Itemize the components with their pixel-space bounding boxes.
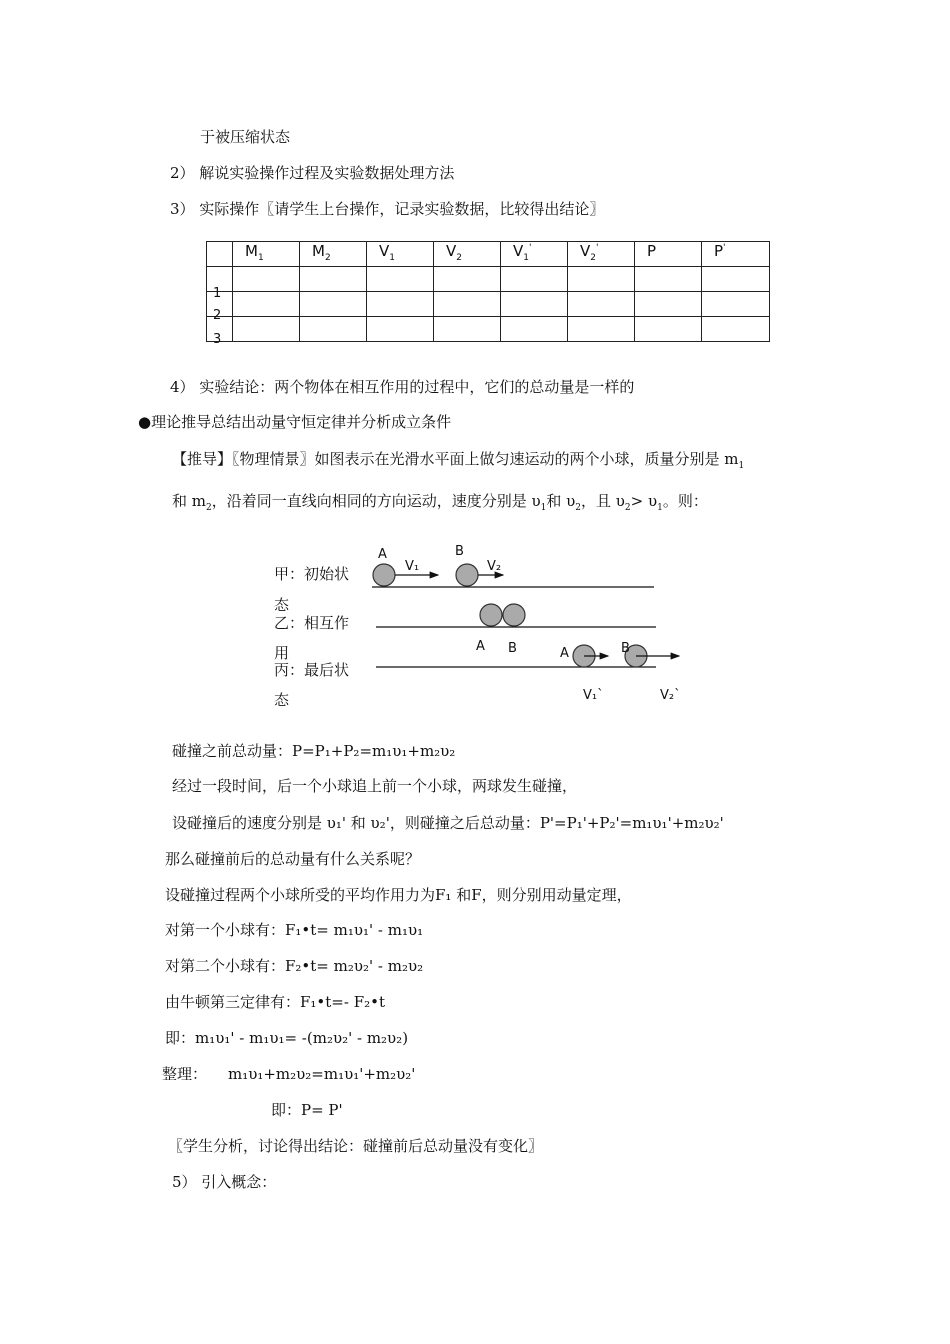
text-line: 设碰撞后的速度分别是 υ₁' 和 υ₂'，则碰撞之后总动量：P'=P₁'+P₂'=m₁υ₁'+m₂υ₂' (172, 814, 724, 832)
equation-line: 即：P= P' (271, 1101, 343, 1119)
ball-label-b: B (455, 544, 464, 559)
header-v1-prime: $V_1'$ (501, 242, 568, 267)
equation-line: m₁υ₁+m₂υ₂=m₁υ₁'+m₂υ₂' (228, 1065, 416, 1083)
text-line: 3） 实际操作〖请学生上台操作，记录实验数据，比较得出结论〗 (170, 200, 605, 218)
text-line: 和 $m_2$，沿着同一直线向相同的方向运动，速度分别是 $\upsilon_1$和 $\upsilon_2$，且 $\upsilon_2> \upsilon_1$。则： (172, 492, 708, 513)
ball-label-b: B (621, 641, 630, 656)
ball-label-a: A (378, 547, 387, 562)
velocity-label-v2-prime: V₂` (660, 688, 681, 703)
header-p: P (635, 242, 702, 267)
text-line: 经过一段时间，后一个小球追上前一个小球，两球发生碰撞， (172, 777, 578, 795)
text-line: 碰撞之前总动量：P=P₁+P₂=m₁υ₁+m₂υ₂ (172, 742, 456, 760)
velocity-label-v1-prime: V₁` (583, 688, 604, 703)
text-line: 2） 解说实验操作过程及实验数据处理方法 (170, 164, 455, 182)
equation-line: 即：m₁υ₁' - m₁υ₁= -(m₂υ₂' - m₂υ₂) (165, 1029, 409, 1047)
header-v1: $V_1$ (367, 242, 434, 267)
ball-label-a: A (560, 646, 569, 661)
equation-line: 对第二个小球有：F₂•t= m₂υ₂' - m₂υ₂ (165, 957, 424, 975)
text-line: 于被压缩状态 (200, 128, 291, 146)
equation-line: 对第一个小球有：F₁•t= m₁υ₁' - m₁υ₁ (165, 921, 424, 939)
equation-line-label: 整理： (162, 1065, 208, 1083)
ball-label-b: B (508, 641, 517, 656)
ball-a (373, 564, 395, 586)
text-line: 4） 实验结论：两个物体在相互作用的过程中，它们的总动量是一样的 (170, 378, 635, 396)
text-line: 【推导】〖物理情景〗如图表示在光滑水平面上做匀速运动的两个小球，质量分别是 $m_1$ (172, 450, 745, 471)
ball-b (503, 604, 525, 626)
text-line: 设碰撞过程两个小球所受的平均作用力为F₁ 和F，则分别用动量定理， (165, 886, 632, 904)
ball-label-a: A (476, 639, 485, 654)
header-v2: $V_2$ (434, 242, 501, 267)
row-label: 1 (213, 286, 222, 301)
header-m1: $M_1$ (233, 242, 300, 267)
state-label-final-cont: 态 (274, 691, 290, 709)
state-label-interaction-cont: 用 (274, 644, 290, 662)
section-bullet-heading: ●理论推导总结出动量守恒定律并分析成立条件 (138, 413, 452, 431)
row-label: 2 (213, 308, 222, 323)
state-label-final: 丙：最后状 (274, 661, 350, 679)
equation-line: 由牛顿第三定律有：F₁•t=- F₂•t (165, 993, 385, 1011)
ball-a (480, 604, 502, 626)
header-v2-prime: $V_2'$ (568, 242, 635, 267)
velocity-label-v2: V₂ (487, 559, 502, 574)
state-label-interaction: 乙：相互作 (274, 614, 350, 632)
text-line: 那么碰撞前后的总动量有什么关系呢？ (165, 850, 421, 868)
state-label-initial-cont: 态 (274, 596, 290, 614)
ball-b (456, 564, 478, 586)
text-line: 〖学生分析，讨论得出结论：碰撞前后总动量没有变化〗 (168, 1137, 544, 1155)
text-line: 5） 引入概念： (172, 1173, 277, 1191)
row-label: 3 (213, 332, 222, 347)
header-p-prime: P' (702, 242, 770, 267)
state-label-initial: 甲：初始状 (274, 565, 350, 583)
velocity-label-v1: V₁ (405, 559, 420, 574)
header-m2: $M_2$ (300, 242, 367, 267)
